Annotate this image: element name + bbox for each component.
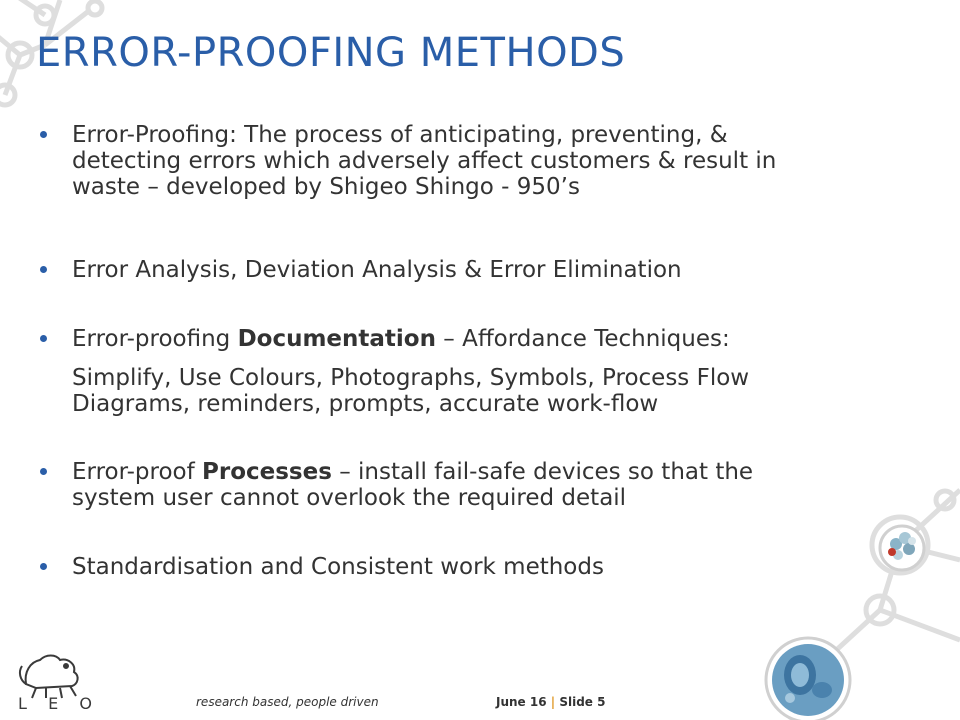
- bullet-subtext: Simplify, Use Colours, Photographs, Symbols, Process Flow Diagrams, reminders, prompts, accurate work-flow: [72, 365, 750, 417]
- bullet-text-pre: Error-proof: [72, 459, 202, 485]
- logo-letter: E: [48, 694, 61, 713]
- footer-separator: |: [550, 695, 556, 709]
- bullet-text-bold: Processes: [202, 459, 332, 485]
- footer-tagline: research based, people driven: [196, 695, 379, 709]
- footer-date: June 16: [496, 695, 547, 709]
- bullet-text: Error-Proofing: The process of anticipating, preventing, & detecting errors which adversely affect customers & result in waste – developed by Shigeo Shingo - 950’s: [72, 122, 777, 200]
- bullet-item: [38, 326, 838, 352]
- bullet-item: [38, 554, 838, 580]
- bullet-list: [38, 122, 838, 580]
- bullet-text-pre: Error-proofing: [72, 326, 238, 352]
- leo-logo-text: [18, 694, 94, 713]
- logo-letter: O: [79, 694, 94, 713]
- logo-letter: L: [18, 694, 29, 713]
- bullet-item: [38, 257, 838, 283]
- bullet-item: [38, 122, 838, 200]
- bullet-text: Error Analysis, Deviation Analysis & Error Elimination: [72, 257, 682, 283]
- bullet-text: Standardisation and Consistent work methods: [72, 554, 604, 580]
- bullet-text-post: – install fail-safe devices so that the system user cannot overlook the required detail: [72, 459, 754, 511]
- bullet-text-post: – Affordance Techniques:: [435, 326, 730, 352]
- bullet-text-bold: Documentation: [237, 326, 436, 352]
- footer-slide-number: Slide 5: [559, 695, 606, 709]
- slide-title: ERROR-PROOFING METHODS: [36, 30, 626, 76]
- footer-date-slide: [496, 695, 605, 709]
- bullet-item: [38, 459, 838, 511]
